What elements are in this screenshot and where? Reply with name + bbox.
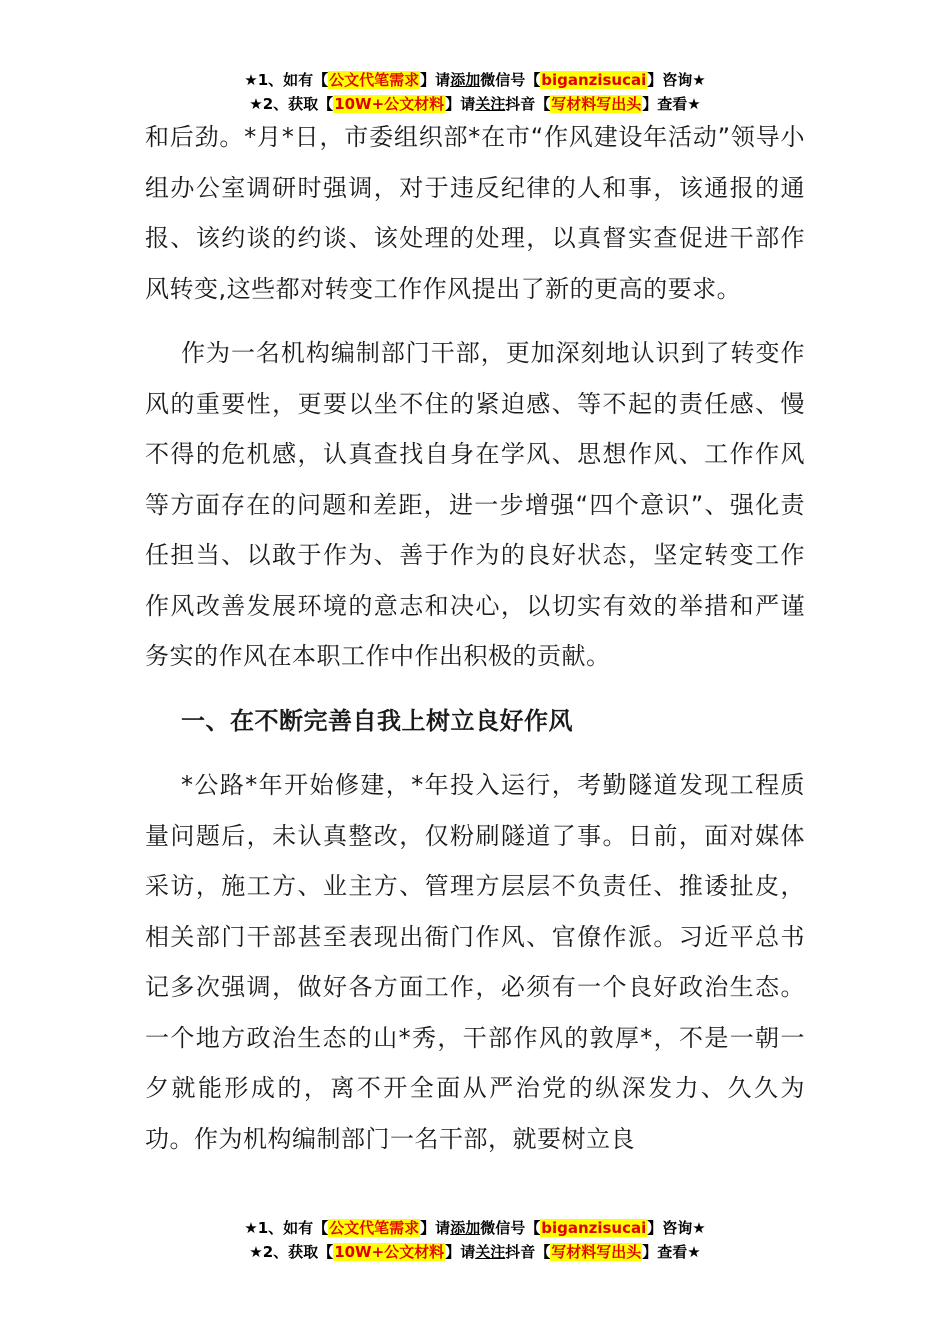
promo-banner-bottom (0, 1216, 950, 1264)
promo-line2-prefix: ★2、获取【 (249, 95, 334, 113)
promo-highlight-service: 公文代笔需求 (329, 1219, 420, 1237)
promo-line2-suffix: 】查看★ (642, 95, 701, 113)
promo-line1-prefix: ★1、如有【 (244, 1219, 329, 1237)
promo-line1-mid2: 微信号【 (480, 1219, 541, 1237)
promo-line1-suffix: 】咨询★ (647, 1219, 706, 1237)
promo-line-2 (0, 1240, 950, 1264)
promo-line-1 (0, 68, 950, 92)
promo-line1-mid1: 】请 (420, 71, 451, 89)
promo-highlight-materials: 10W+公文材料 (334, 1243, 445, 1261)
promo-line1-suffix: 】咨询★ (647, 71, 706, 89)
promo-line1-mid1: 】请 (420, 1219, 451, 1237)
promo-line2-prefix: ★2、获取【 (249, 1243, 334, 1261)
promo-banner-top (0, 68, 950, 116)
promo-highlight-service: 公文代笔需求 (329, 71, 420, 89)
promo-line-1 (0, 1216, 950, 1240)
paragraph-continuation: 和后劲。*月*日，市委组织部*在市“作风建设年活动”领导小组办公室调研时强调，对于违反纪律的人和事，该通报的通报、该约谈的约谈、该处理的处理，以真督实查促进干部作风转变,这些都对转变工作作风提出了新的更高的要求。 (145, 123, 805, 303)
document-body (145, 112, 805, 1164)
promo-underline-add: 添加 (450, 1219, 481, 1237)
promo-highlight-douyin-id: 写材料写出头 (551, 1243, 642, 1261)
paragraph-section-1: *公路*年开始修建，*年投入运行，考勤隧道发现工程质量问题后，未认真整改，仅粉刷隧道了事。日前，面对媒体采访，施工方、业主方、管理方层层不负责任、推诿扯皮，相关部门干部甚至表现出衙门作风、官僚作派。习近平总书记多次强调，做好各方面工作，必须有一个良好政治生态。一个地方政治生态的山*秀，干部作风的敦厚*，不是一朝一夕就能形成的，离不开全面从严治党的纵深发力、久久为功。作为机构编制部门一名干部，就要树立良 (145, 771, 805, 1153)
promo-underline-follow: 关注 (475, 95, 506, 113)
promo-underline-add: 添加 (450, 71, 481, 89)
promo-line2-suffix: 】查看★ (642, 1243, 701, 1261)
paragraph-role-awareness: 作为一名机构编制部门干部，更加深刻地认识到了转变作风的重要性，更要以坐不住的紧迫感、等不起的责任感、慢不得的危机感，认真查找自身在学风、思想作风、工作作风等方面存在的问题和差距，进一步增强“四个意识”、强化责任担当、以敢于作为、善于作为的良好状态，坚定转变工作作风改善发展环境的意志和决心，以切实有效的举措和严谨务实的作风在本职工作中作出积极的贡献。 (145, 339, 805, 670)
promo-underline-follow: 关注 (475, 1243, 506, 1261)
promo-line2-mid1: 】请 (445, 95, 476, 113)
promo-highlight-wechat-id: biganzisucai (541, 1219, 647, 1237)
promo-line2-mid2: 抖音【 (505, 95, 551, 113)
promo-line1-mid2: 微信号【 (480, 71, 541, 89)
promo-line1-prefix: ★1、如有【 (244, 71, 329, 89)
promo-highlight-wechat-id: biganzisucai (541, 71, 647, 89)
promo-highlight-materials: 10W+公文材料 (334, 95, 445, 113)
promo-highlight-douyin-id: 写材料写出头 (551, 95, 642, 113)
section-heading-1: 一、在不断完善自我上树立良好作风 (181, 706, 573, 735)
promo-line2-mid2: 抖音【 (505, 1243, 551, 1261)
promo-line2-mid1: 】请 (445, 1243, 476, 1261)
